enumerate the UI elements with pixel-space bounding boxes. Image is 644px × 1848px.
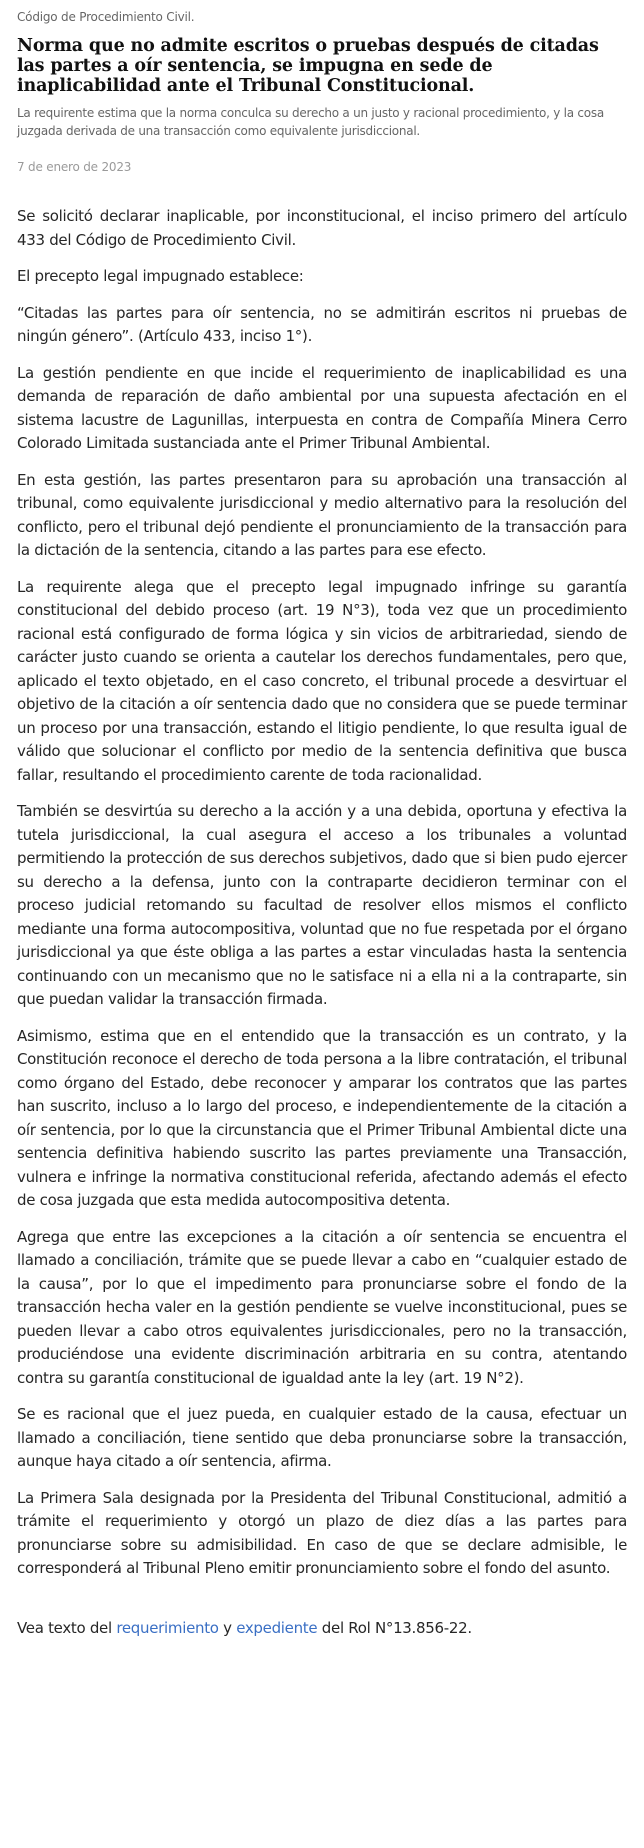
paragraph: Se solicitó declarar inaplicable, por inconstitucional, el inciso primero del artículo 433 del Código de Procedimiento Civil. (17, 207, 627, 249)
paragraph: La requirente alega que el precepto legal impugnado infringe su garantía constitucional del debido proceso (art. 19 N°3), toda vez que un procedimiento racional está configurado de forma lógica y sin vicios de arbitrariedad, siendo de carácter justo cuando se orienta a cautelar los derechos fundamentales, pero que, aplicado el texto objetado, en el caso concreto, el tribunal procede a desvirtuar el objetivo de la citación a oír sentencia dado que no considera que se puede terminar un proceso por una transacción, estando el litigio pendiente, lo que resulta igual de válido que solucionar el conflicto por medio de la sentencia definitiva que busca fallar, resultando el procedimiento carente de toda racionalidad. (17, 577, 627, 784)
footer-suffix: del Rol N°13.856-22. (317, 1618, 472, 1637)
paragraph: El precepto legal impugnado establece: (17, 267, 304, 285)
paragraph: Agrega que entre las excepciones a la citación a oír sentencia se encuentra el llamado a conciliación, trámite que se puede llevar a cabo en “cualquier estado de la causa”, por lo que el impedimento para pronunciarse sobre el fondo de la transacción hecha valer en la gestión pendiente se vuelve inconstitucional, pues se pueden llevar a cabo otros equivalentes jurisdiccionales, pero no la transacción, produciéndose una evidente discriminación arbitraria en su contra, atentando contra su garantía constitucional de igualdad ante la ley (art. 19 N°2). (17, 1227, 627, 1387)
article (17, 10, 627, 1640)
article-category: Código de Procedimiento Civil. (17, 10, 195, 24)
article-lead: La requirente estima que la norma conculca su derecho a un justo y racional procedimiento, y la cosa juzgada derivada de una transacción como equivalente jurisdiccional. (17, 106, 604, 138)
expediente-link[interactable]: expediente (236, 1618, 318, 1637)
paragraph: En esta gestión, las partes presentaron para su aprobación una transacción al tribunal, como equivalente jurisdiccional y medio alternativo para la resolución del conflicto, pero el tribunal dejó pendiente el pronunciamiento de la transacción para la dictación de la sentencia, citando a las partes para ese efecto. (17, 470, 627, 559)
paragraph: También se desvirtúa su derecho a la acción y a una debida, oportuna y efectiva la tutela jurisdiccional, la cual asegura el acceso a los tribunales a voluntad permitiendo la protección de sus derechos subjetivos, dado que si bien pudo ejercer su derecho a la defensa, junto con la contraparte decidieron terminar con el proceso judicial retomando su facultad de resolver ellos mismos el conflicto mediante una forma autocompositiva, voluntad que no fue respetada por el órgano jurisdiccional ya que éste obliga a las partes a estar vinculadas hasta la sentencia continuando con un mecanismo que no le satisface ni a ella ni a la contraparte, sin que puedan validar la transacción firmada. (17, 802, 627, 1008)
quote-paragraph: “Citadas las partes para oír sentencia, no se admitirán escritos ni pruebas de ningún género”. (Artículo 433, inciso 1°). (17, 303, 627, 345)
article-title: Norma que no admite escritos o pruebas después de citadas las partes a oír sentencia, se impugna en sede de inaplicabilidad ante el Tribunal Constitucional. (17, 36, 599, 96)
source-links (17, 1617, 627, 1641)
paragraph: La gestión pendiente en que incide el requerimiento de inaplicabilidad es una demanda de reparación de daño ambiental por una supuesta afectación en el sistema lacustre de Lagunillas, interpuesta en contra de Compañía Minera Cerro Colorado Limitada sustanciada ante el Primer Tribunal Ambiental. (17, 363, 627, 452)
footer-prefix: Vea texto del (17, 1618, 117, 1637)
paragraph: Se es racional que el juez pueda, en cualquier estado de la causa, efectuar un llamado a conciliación, tiene sentido que deba pronunciarse sobre la transacción, aunque haya citado a oír sentencia, afirma. (17, 1405, 627, 1470)
article-body (17, 205, 627, 1581)
footer-connector: y (218, 1618, 237, 1637)
paragraph: La Primera Sala designada por la Presidenta del Tribunal Constitucional, admitió a trámite el requerimiento y otorgó un plazo de diez días a las partes para pronunciarse sobre su admisibilidad. En caso de que se declare admisible, le corresponderá al Tribunal Pleno emitir pronunciamiento sobre el fondo del asunto. (17, 1488, 627, 1577)
paragraph: Asimismo, estima que en el entendido que la transacción es un contrato, y la Constitución reconoce el derecho de toda persona a la libre contratación, el tribunal como órgano del Estado, debe reconocer y amparar los contratos que las partes han suscrito, incluso a lo largo del proceso, e independientemente de la citación a oír sentencia, por lo que la circunstancia que el Primer Tribunal Ambiental dicte una sentencia definitiva habiendo suscrito las partes previamente una Transacción, vulnera e infringe la normativa constitucional referida, afectando además el efecto de cosa juzgada que esta medida autocompositiva detenta. (17, 1026, 627, 1209)
requerimiento-link[interactable]: requerimiento (116, 1618, 219, 1637)
publish-date: 7 de enero de 2023 (17, 160, 132, 174)
